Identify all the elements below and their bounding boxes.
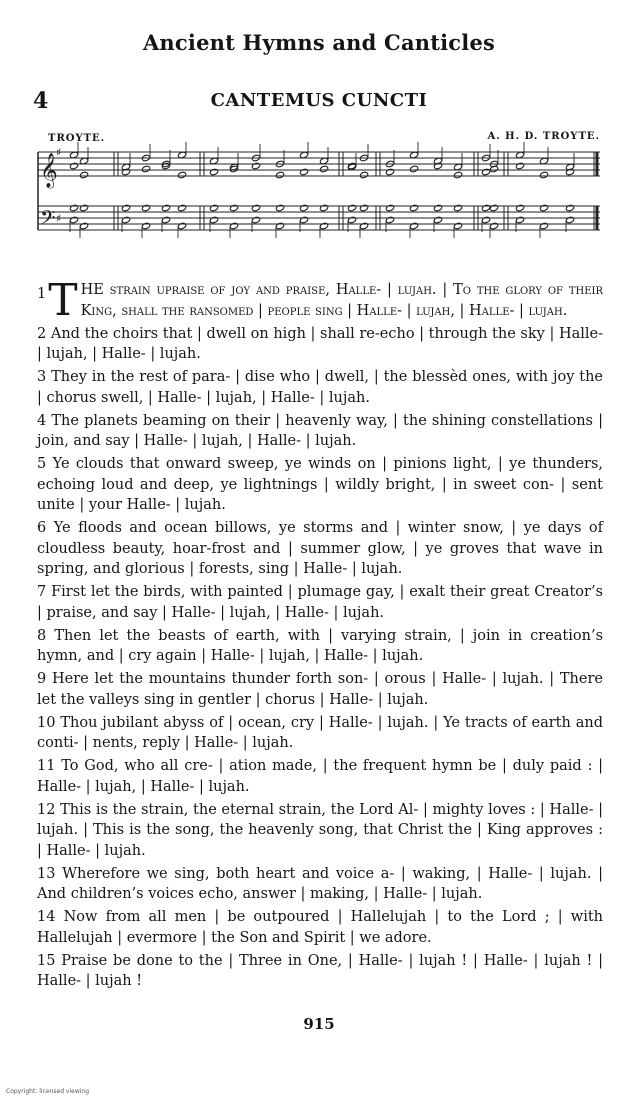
verse-text: Wherefore we sing, both heart and voice a- | waking, | Halle- | lujah. | And children’s voices echo, answer | making, | Halle- | lujah. <box>37 865 603 902</box>
svg-text:𝄢: 𝄢 <box>40 206 56 234</box>
verse-number: 12 <box>37 801 56 818</box>
verse-number: 11 <box>37 758 56 774</box>
svg-text:♯: ♯ <box>56 212 62 225</box>
composer: A. H. D. TROYTE. <box>487 131 600 142</box>
verse-text: Now from all men | be outpoured | Hallelujah | to the Lord ; | with Hallelujah | evermore | the Son and Spirit | we adore. <box>37 909 604 946</box>
verse-10 <box>37 713 603 754</box>
verse-text: Then let the beasts of earth, with | varying strain, | join in creation’s hymn, and | cry again | Halle- | lujah, | Halle- | lujah. <box>37 627 604 664</box>
verse-text: Ye clouds that onward sweep, ye winds on | pinions light, | ye thunders, echoing loud and deep, ye lightnings | wildly bright, | in sweet con- | sent unite | your Halle- | lujah. <box>37 456 604 513</box>
running-head: Ancient Hymns and Canticles <box>142 30 496 55</box>
verse-text: Praise be done to the | Three in One, | Halle- | lujah ! | Halle- | lujah ! | Halle- | lujah ! <box>37 952 603 989</box>
verse-number: 6 <box>37 520 47 536</box>
verse-text: HE strain upraise of joy and praise, Halle- | lujah. | To the glory of their King, shall the ransomed | people sing | Halle- | lujah, | Halle- | lujah. <box>80 282 603 319</box>
verse-number: 8 <box>37 627 47 644</box>
verse-text: Thou jubilant abyss of | ocean, cry | Halle- | lujah. | Ye tracts of earth and conti- | nents, reply | Halle- | lujah. <box>37 714 603 751</box>
verse-number: 14 <box>37 909 56 925</box>
hymn-title: CANTEMUS CUNCTI <box>210 90 428 111</box>
verse-number: 1 <box>37 286 47 302</box>
verse-number: 10 <box>37 714 56 731</box>
verse-number: 15 <box>37 952 56 969</box>
verse-number: 13 <box>37 865 56 882</box>
verse-12 <box>37 800 603 862</box>
verse-number: 4 <box>37 412 47 429</box>
verse-number: 7 <box>37 584 47 600</box>
music-score <box>34 142 604 264</box>
verse-number: 2 <box>37 325 47 342</box>
verse-8 <box>37 626 603 667</box>
verses <box>37 275 604 994</box>
verse-9 <box>37 669 603 710</box>
verse-15 <box>37 951 603 992</box>
footer-note: Copyright: licensed viewing <box>6 1088 90 1095</box>
verse-4 <box>37 411 603 452</box>
verse-text: To God, who all cre- | ation made, | the frequent hymn be | duly paid : | Halle- | lujah, | Halle- | lujah. <box>37 758 604 795</box>
verse-text: Here let the mountains thunder forth son- | orous | Halle- | lujah. | There let the valleys sing in gentler | chorus | Halle- | lujah. <box>37 671 603 708</box>
tune-name: TROYTE. <box>48 133 106 144</box>
verse-text: And the choirs that | dwell on high | shall re-echo | through the sky | Halle- | lujah, | Halle- | lujah. <box>37 325 604 362</box>
verse-13 <box>37 864 603 905</box>
svg-text:♯: ♯ <box>56 146 62 159</box>
hymn-number: 4 <box>33 88 49 114</box>
verse-text: Ye floods and ocean billows, ye storms and | winter snow, | ye days of cloudless beauty, hoar-frost and | summer glow, | ye groves that wave in spring, and glorious | forests, sing | Halle- | lujah. <box>37 520 603 577</box>
verse-11 <box>37 756 603 797</box>
verse-text: First let the birds, with painted | plumage gay, | exalt their great Creator’s | praise, and say | Halle- | lujah, | Halle- | lujah. <box>37 584 603 621</box>
verse-number: 9 <box>37 671 47 687</box>
verse-text: This is the strain, the eternal strain, the Lord Al- | mighty loves : | Halle- | lujah. | This is the song, the heavenly song, that Christ the | King approves : | Halle- | lujah. <box>37 801 604 859</box>
verse-5 <box>37 454 603 516</box>
verse-text: They in the rest of para- | dise who | dwell, | the blessèd ones, with joy the | chorus swell, | Halle- | lujah, | Halle- | lujah. <box>37 369 603 406</box>
svg-text:𝄞: 𝄞 <box>40 153 58 188</box>
verse-text: The planets beaming on their | heavenly way, | the shining constellations | join, and say | Halle- | lujah, | Halle- | lujah. <box>37 412 603 449</box>
verse-3 <box>37 367 603 408</box>
verse-7 <box>37 582 603 623</box>
verse-2 <box>37 324 603 365</box>
page-number: 915 <box>303 1015 335 1033</box>
verse-1 <box>37 275 603 326</box>
verse-number: 3 <box>37 369 47 385</box>
verse-6 <box>37 518 603 580</box>
verse-14 <box>37 907 603 948</box>
drop-cap: T <box>48 275 78 326</box>
verse-number: 5 <box>37 456 47 472</box>
